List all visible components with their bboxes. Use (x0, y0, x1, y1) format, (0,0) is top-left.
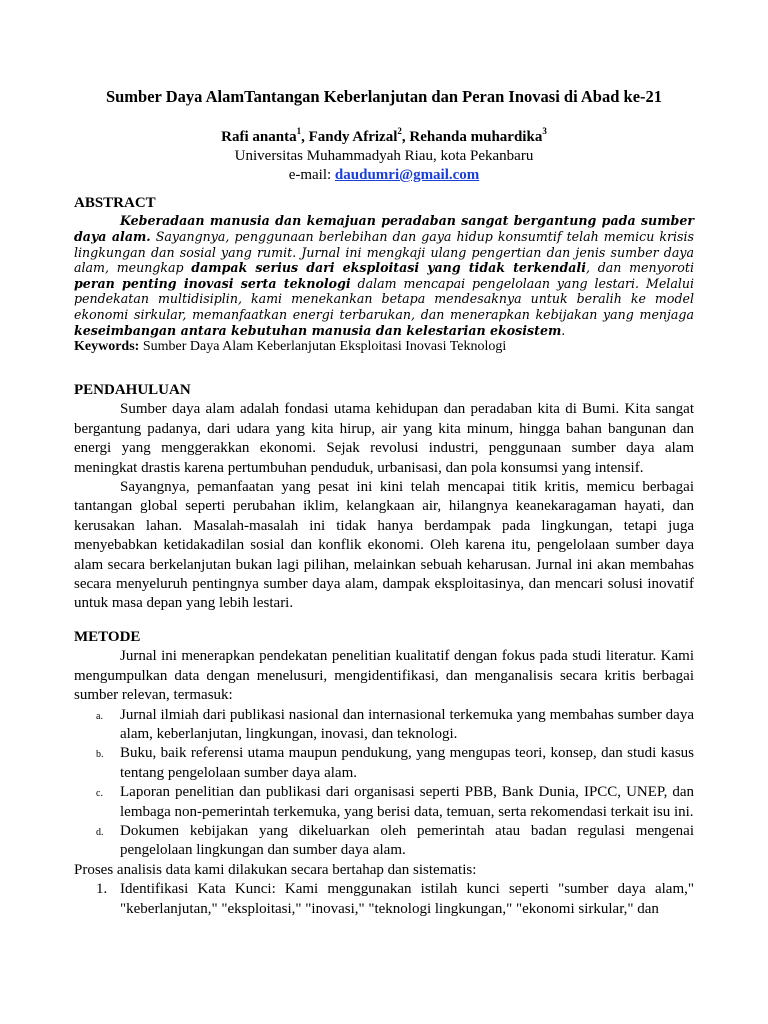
author-1: Rafi ananta (221, 129, 297, 145)
pendahuluan-paragraph-2: Sayangnya, pemanfaatan yang pesat ini kini telah mencapai titik kritis, memicu berbagai tantangan global seperti perubahan iklim, kelangkaan air, hilangnya keanekaragaman hayati, dan kerusakan lahan. Masalah-masalah ini tidak hanya berdampak pada lingkungan, tetapi juga menyebabkan ketidakadilan sosial dan konflik ekonomi. Oleh karena itu, pengelolaan sumber daya alam secara berkelanjutan bukan lagi pilihan, melainkan sebuah keharusan. Jurnal ini akan membahas secara menyeluruh pentingnya sumber daya alam, dampak eksploitasinya, dan mencari solusi inovatif untuk masa depan yang lebih lestari. (74, 479, 694, 612)
abstract-part-9: . (561, 322, 566, 338)
abstract-part-7: dalam mencapai pengelolaan yang lestari. Melalui pendekatan multidisiplin, kami menekankan betapa mendesaknya untuk beralih ke model ekonomi sirkular, memanfaatkan energi terbarukan, dan menerapkan kebijakan yang menjaga (74, 275, 694, 322)
list-item (74, 822, 694, 861)
email-link[interactable]: daudumri@gmail.com (334, 167, 480, 183)
keywords-text: Sumber Daya Alam Keberlanjutan Eksploitasi Inovasi Teknologi (139, 339, 507, 354)
abstract-bold-4: keseimbangan antara kebutuhan manusia dan kelestarian ekosistem (74, 322, 562, 338)
abstract-text (74, 213, 694, 338)
author-2: Fandy Afrizal (308, 129, 398, 145)
list-marker: c. (96, 788, 103, 800)
step-list (74, 880, 694, 919)
abstract-bold-2: dampak serius dari eksploitasi yang tidak terkendali (191, 260, 586, 276)
author-names: Rafi ananta$^1$, Fandy Afrizal$^2$, Rehanda muhardika$^3$ (221, 126, 547, 145)
pendahuluan-heading: PENDAHULUAN (74, 382, 191, 398)
list-item-text: Buku, baik referensi utama maupun pendukung, yang mengupas teori, konsep, dan studi kasus tentang pengelolaan sumber daya alam. (120, 745, 694, 781)
list-item (74, 706, 694, 745)
author-2-mark: 2 (397, 126, 402, 136)
abstract-heading: ABSTRACT (74, 195, 156, 211)
metode-section (74, 628, 694, 919)
author-1-mark: 1 (296, 126, 302, 136)
author-3: Rehanda muhardika (409, 129, 543, 145)
abstract-part-2: Sayangnya, penggunaan berlebihan dan gaya hidup konsumtif telah memicu krisis lingkungan dan sosial yang rumit (74, 229, 694, 260)
list-marker: d. (96, 827, 104, 839)
pendahuluan-section (74, 381, 694, 614)
email-line (0, 166, 768, 185)
email-label: e-mail: (288, 167, 335, 183)
abstract-part-5: , dan menyoroti (586, 260, 694, 276)
abstract-section (74, 194, 694, 338)
step-text: Identifikasi Kata Kunci: Kami menggunakan istilah kunci seperti "sumber daya alam," "keberlanjutan," "eksploitasi," "inovasi," "teknologi lingkungan," "ekonomi sirkular," dan (120, 881, 694, 917)
keywords-label: Keywords: (74, 339, 140, 354)
list-item (74, 744, 694, 783)
source-list (74, 706, 694, 861)
list-item-text: Jurnal ilmiah dari publikasi nasional dan internasional terkemuka yang membahas sumber daya alam, keberlanjutan, lingkungan, inovasi, dan teknologi. (120, 706, 694, 743)
author-3-mark: 3 (542, 126, 547, 136)
metode-paragraph-2: Proses analisis data kami dilakukan secara bertahap dan sistematis: (74, 861, 477, 878)
list-item-text: Dokumen kebijakan yang dikeluarkan oleh pemerintah atau badan regulasi mengenai pengelolaan lingkungan dan sumber daya alam. (120, 823, 694, 859)
paper-title: Sumber Daya AlamTantangan Keberlanjutan dan Peran Inovasi di Abad ke-21 (105, 87, 663, 106)
list-item (74, 783, 694, 822)
list-item (74, 880, 694, 919)
metode-paragraph-1: Jurnal ini menerapkan pendekatan penelitian kualitatif dengan fokus pada studi literatur. Kami mengumpulkan data dengan menelusuri, mengidentifikasi, dan menganalisis secara kritis berbagai sumber relevan, termasuk: (74, 648, 694, 704)
metode-heading: METODE (74, 629, 141, 645)
pendahuluan-paragraph-1: Sumber daya alam adalah fondasi utama kehidupan dan peradaban kita di Bumi. Kita sangat bergantung padanya, dari udara yang kita hirup, air yang kita minum, hingga bahan bangunan dan energi yang menggerakkan ekonomi. Sejak revolusi industri, penggunaan sumber daya alam meningkat drastis karena pertumbuhan penduduk, urbanisasi, dan pola konsumsi yang intensif. (74, 401, 694, 476)
author-block (0, 128, 768, 185)
keywords (74, 337, 694, 356)
abstract-part-3: . Jurnal ini mengkaji ulang pengertian dan jenis sumber daya alam, meungkap (74, 244, 694, 276)
step-marker: 1. (96, 881, 108, 898)
list-marker: b. (96, 749, 104, 761)
list-marker: a. (96, 710, 103, 722)
abstract-bold-1: Keberadaan manusia dan kemajuan peradaban sangat bergantung pada sumber daya alam. (74, 213, 694, 244)
list-item-text: Laporan penelitian dan publikasi dari organisasi seperti PBB, Bank Dunia, IPCC, UNEP, dan lembaga non-pemerintah terkemuka, yang berisi data, temuan, serta rekomendasi terkait isu ini. (120, 784, 694, 820)
affiliation: Universitas Muhammadyah Riau, kota Pekanbaru (234, 148, 534, 164)
abstract-bold-3: peran penting inovasi serta teknologi (74, 275, 351, 291)
